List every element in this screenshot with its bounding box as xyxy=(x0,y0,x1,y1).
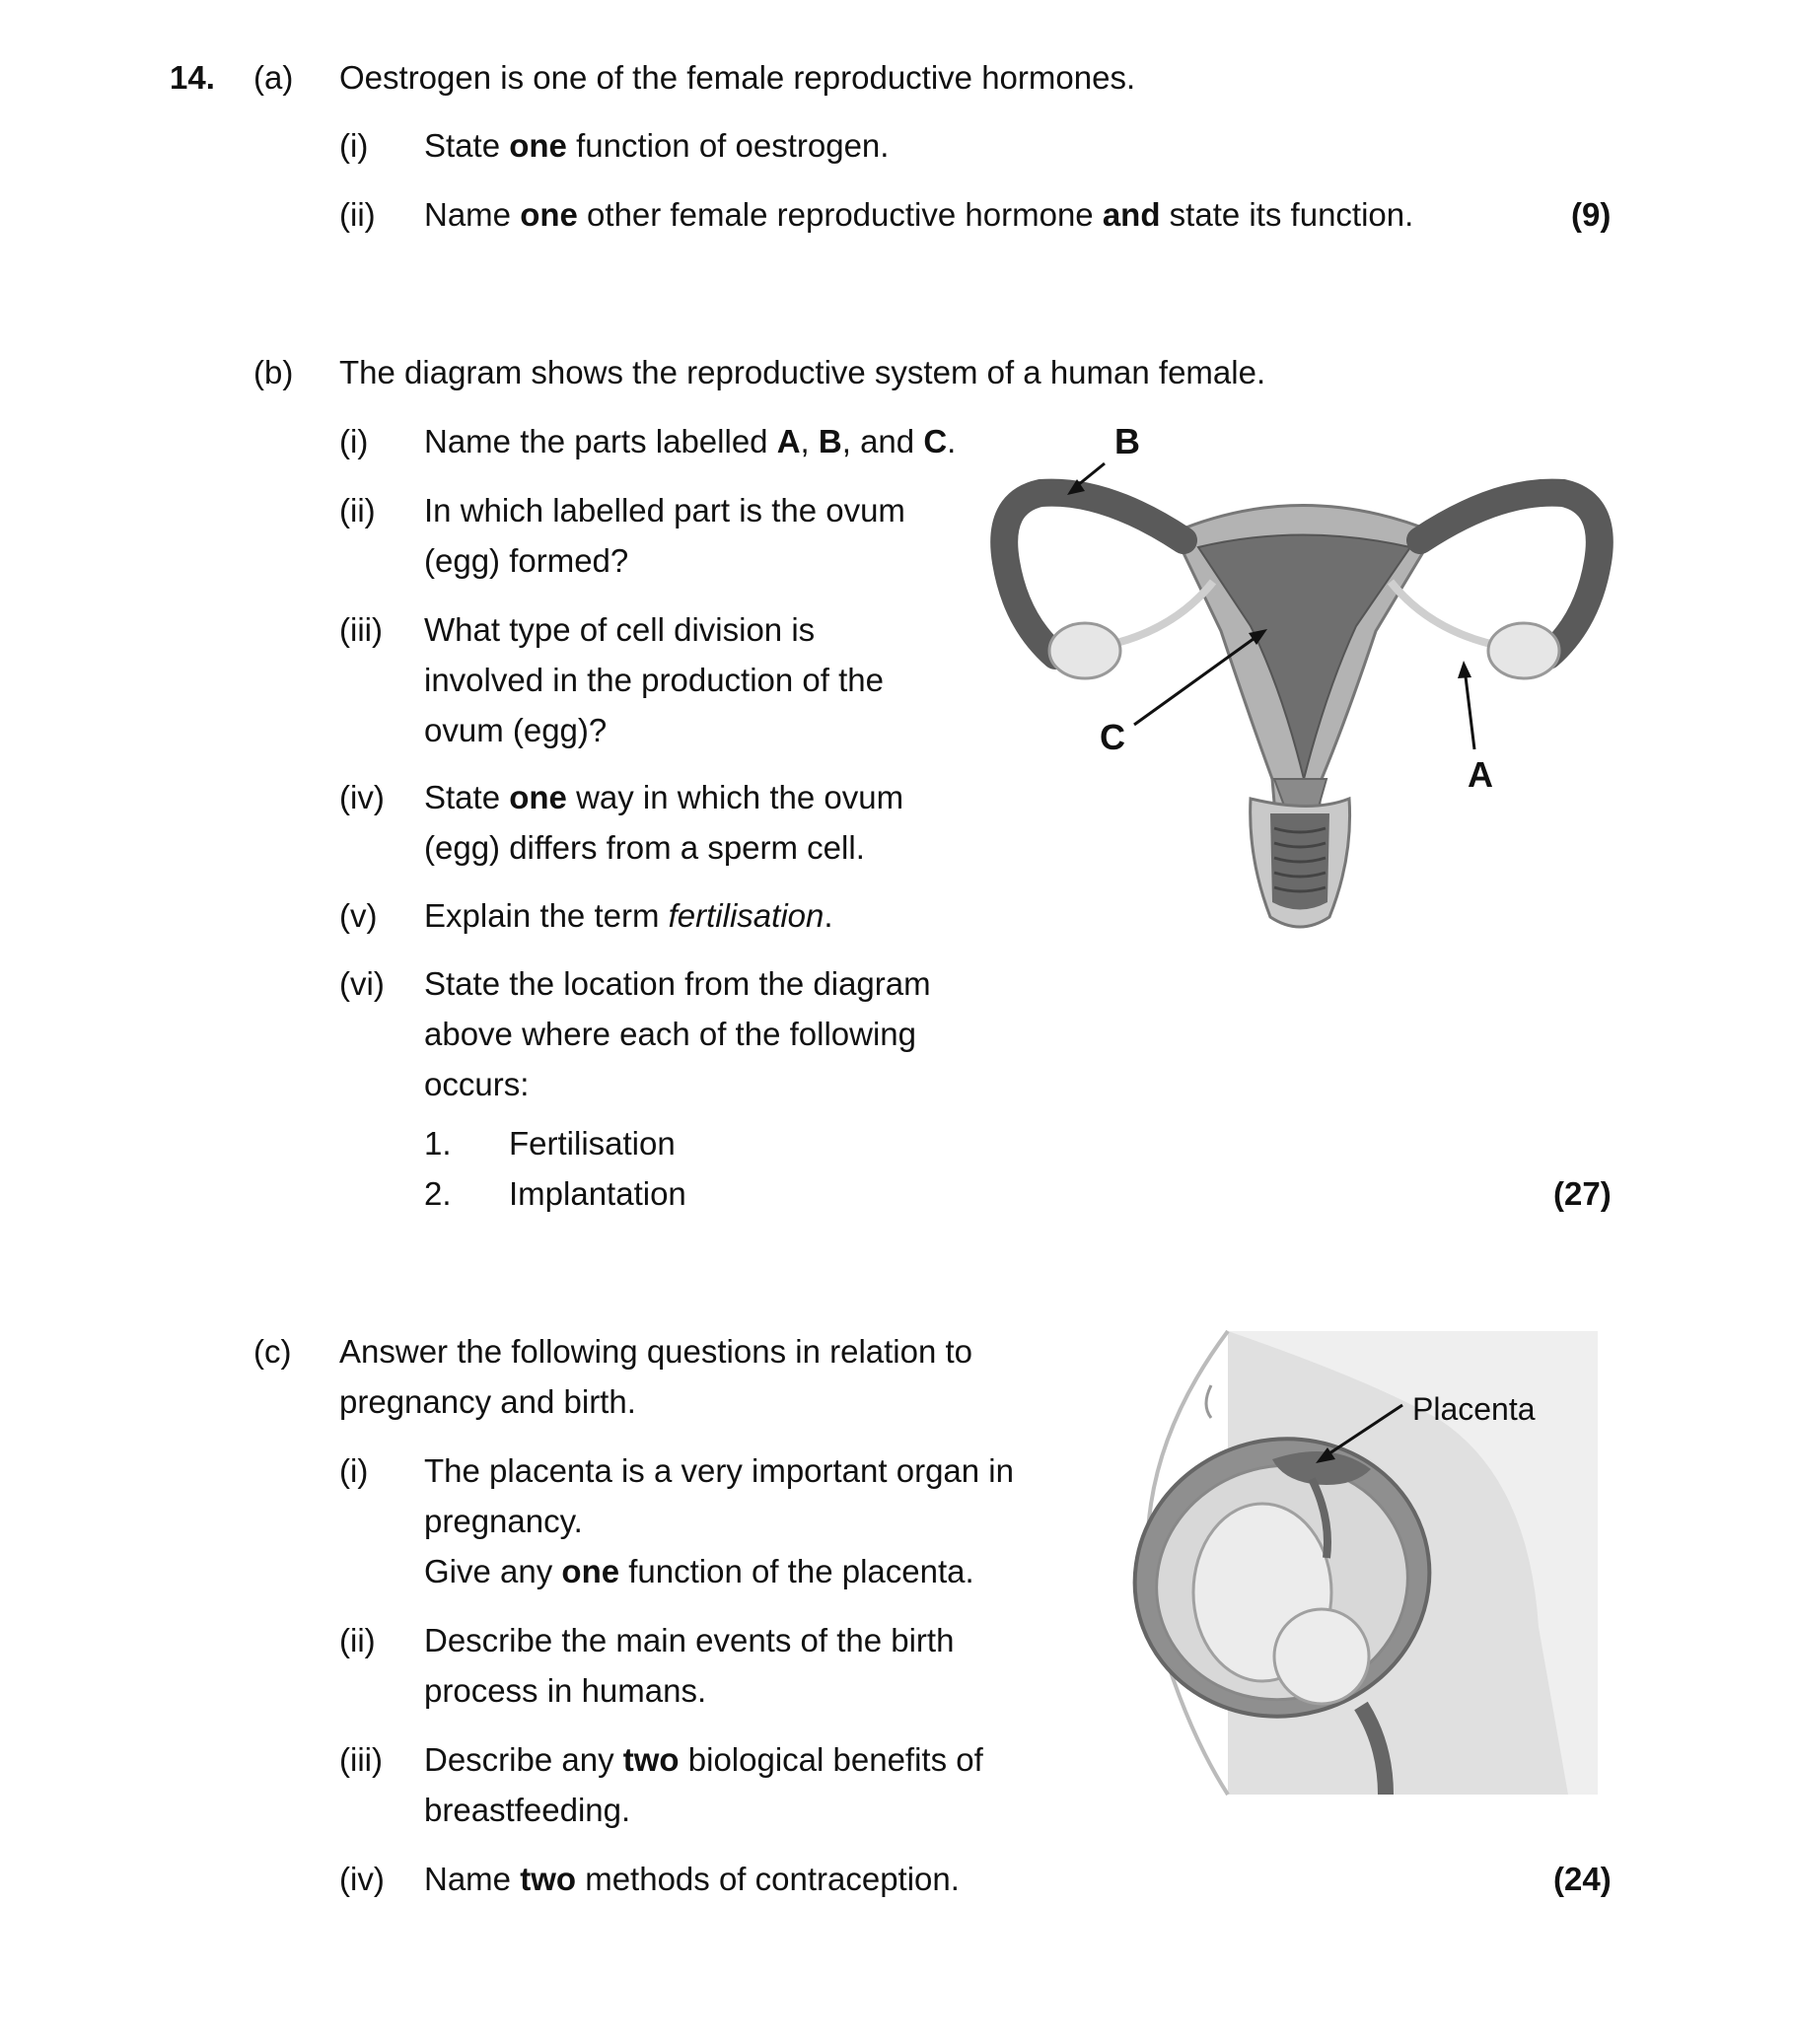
part-a-ii-text: Name one other female reproductive hormone and state its function. xyxy=(424,196,1414,233)
part-c-ii-line1: Describe the main events of the birth xyxy=(424,1622,955,1658)
part-b-i-text: Name the parts labelled A, B, and C. xyxy=(424,423,957,459)
part-c-i-line3: Give any one function of the placenta. xyxy=(424,1553,974,1589)
part-b-iv-line1: State one way in which the ovum xyxy=(424,779,904,815)
part-b-v-text: Explain the term fertilisation. xyxy=(424,897,833,934)
label-c: C xyxy=(1100,717,1125,757)
placenta-label: Placenta xyxy=(1412,1391,1536,1427)
part-b-i-label: (i) xyxy=(339,423,369,459)
part-c-marks: (24) xyxy=(1553,1861,1612,1897)
part-b-ii-label: (ii) xyxy=(339,492,376,529)
part-b-vi-label: (vi) xyxy=(339,965,385,1002)
part-c-iv-label: (iv) xyxy=(339,1861,385,1897)
question-number: 14. xyxy=(170,59,215,96)
part-b-stem: The diagram shows the reproductive system of a human female. xyxy=(339,354,1266,390)
part-c-iii-line1: Describe any two biological benefits of xyxy=(424,1741,983,1778)
right-ovary xyxy=(1488,623,1559,678)
part-b-iii-label: (iii) xyxy=(339,611,383,648)
part-b-marks: (27) xyxy=(1553,1175,1612,1212)
part-b-ii-line1: In which labelled part is the ovum xyxy=(424,492,905,529)
part-a-i-text: State one function of oestrogen. xyxy=(424,127,890,164)
part-c-ii-label: (ii) xyxy=(339,1622,376,1658)
part-c-ii-line2: process in humans. xyxy=(424,1672,707,1709)
pregnancy-diagram xyxy=(1114,1331,1608,1795)
part-a-stem: Oestrogen is one of the female reproductive hormones. xyxy=(339,59,1136,96)
part-b-v-label: (v) xyxy=(339,897,378,934)
part-c-iii-label: (iii) xyxy=(339,1741,383,1778)
part-c-stem-line1: Answer the following questions in relation to xyxy=(339,1333,973,1370)
list-item: Implantation xyxy=(509,1175,686,1212)
part-c-i-label: (i) xyxy=(339,1452,369,1489)
part-b-vi-line2: above where each of the following xyxy=(424,1016,916,1052)
female-reproductive-system-diagram xyxy=(986,421,1617,937)
part-a-i-label: (i) xyxy=(339,127,369,164)
part-b-iii-line1: What type of cell division is xyxy=(424,611,816,648)
label-b: B xyxy=(1114,421,1140,461)
part-a-ii-label: (ii) xyxy=(339,196,376,233)
part-b-iv-label: (iv) xyxy=(339,779,385,815)
part-a-marks: (9) xyxy=(1571,196,1612,233)
part-c-iii-line2: breastfeeding. xyxy=(424,1792,631,1828)
part-b-iv-line2: (egg) differs from a sperm cell. xyxy=(424,829,865,866)
part-b-iii-line2: involved in the production of the xyxy=(424,662,884,698)
part-b-vi-line1: State the location from the diagram xyxy=(424,965,931,1002)
part-b-label: (b) xyxy=(253,354,294,390)
part-c-iv-text: Name two methods of contraception. xyxy=(424,1861,960,1897)
left-ovary xyxy=(1049,623,1120,678)
part-a-label: (a) xyxy=(253,59,294,96)
list-item: Fertilisation xyxy=(509,1125,676,1162)
part-c-stem-line2: pregnancy and birth. xyxy=(339,1383,636,1420)
part-b-vi-line3: occurs: xyxy=(424,1066,530,1102)
part-b-ii-line2: (egg) formed? xyxy=(424,542,629,579)
part-c-i-line2: pregnancy. xyxy=(424,1503,583,1539)
label-a: A xyxy=(1468,754,1493,795)
list-item-number: 2. xyxy=(424,1175,452,1212)
fetus-head xyxy=(1274,1609,1369,1704)
list-item-number: 1. xyxy=(424,1125,452,1162)
part-c-i-line1: The placenta is a very important organ in xyxy=(424,1452,1014,1489)
part-b-iii-line3: ovum (egg)? xyxy=(424,712,608,748)
part-c-label: (c) xyxy=(253,1333,292,1370)
